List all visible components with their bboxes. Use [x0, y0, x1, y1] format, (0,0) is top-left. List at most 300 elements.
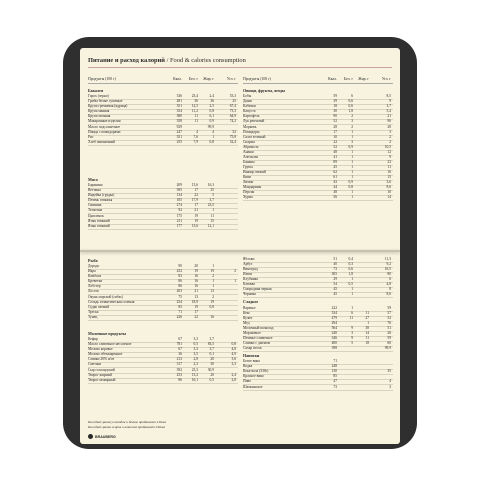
nutrition-value: 52 — [387, 315, 391, 320]
nutrition-value: 20 — [210, 372, 214, 377]
nutrition-value: 1 — [351, 277, 353, 282]
nutrition-value: 29 — [333, 277, 337, 282]
nutrition-value: 16,1 — [191, 377, 198, 382]
nutrition-value: 2 — [234, 269, 236, 274]
nutrition-value: 6 — [351, 310, 353, 315]
product-name: Мед — [243, 320, 250, 325]
table-row — [243, 385, 393, 391]
nutrition-value: 20 — [194, 264, 198, 269]
product-name: Крупа манная — [88, 109, 110, 114]
product-name: Масло подсолнечное — [88, 124, 121, 129]
nutrition-value: 2 — [212, 274, 214, 279]
nutrition-value: 47 — [333, 379, 337, 384]
section-heading: Рыба — [88, 258, 98, 263]
product-name: Икра — [88, 269, 96, 274]
nutrition-value: 26 — [387, 330, 391, 335]
nutrition-value: 9 — [351, 325, 353, 330]
nutrition-value: 336 — [176, 94, 182, 99]
product-name: Рис — [88, 134, 94, 139]
nutrition-value: 0,3 — [348, 262, 353, 267]
product-name: Дорадо — [88, 264, 100, 269]
product-name: Инжир свежий — [243, 169, 266, 174]
product-name: Варенье — [243, 305, 256, 310]
product-name: Абрикосы — [243, 144, 259, 149]
column-header: Бел. г — [343, 77, 353, 81]
section-heading: Мясо — [88, 177, 98, 182]
nutrition-value: 11 — [194, 119, 198, 124]
column-header: Ккал. — [328, 77, 337, 81]
nutrition-value: 1 — [351, 164, 353, 169]
nutrition-value: 3,7 — [209, 198, 214, 203]
table-row — [88, 140, 238, 146]
nutrition-value: 22 — [333, 139, 337, 144]
nutrition-value: 51 — [387, 325, 391, 330]
product-name: Крупа гречневая (ядрица) — [88, 104, 128, 109]
product-name: Окунь морской (сибас) — [88, 294, 124, 299]
product-name: Киви — [243, 175, 251, 179]
nutrition-value: 19 — [194, 218, 198, 223]
nutrition-value: 6 — [389, 277, 391, 282]
nutrition-value: 36 — [194, 99, 198, 104]
nutrition-value: 38 — [365, 325, 369, 330]
nutrition-value: 80 — [387, 272, 391, 277]
left-nutrition-column — [88, 76, 238, 421]
product-name: Макаронные изделия — [88, 119, 121, 124]
product-name: Клюква — [243, 282, 255, 287]
column-header: Угл. г — [381, 77, 391, 81]
nutrition-value: 5 — [351, 340, 353, 345]
nutrition-value: 334 — [331, 310, 337, 315]
product-name: Лук репчатый — [243, 119, 265, 124]
product-name: Горох (зерно) — [88, 94, 109, 99]
nutrition-value: 134 — [176, 193, 182, 198]
product-name: Сливки с джемом — [243, 340, 271, 345]
nutrition-value: 252 — [176, 269, 182, 274]
brand-logo-icon — [88, 434, 93, 439]
product-name: Бобы — [243, 94, 252, 99]
nutrition-value: 75,8 — [229, 134, 236, 139]
nutrition-value: 14 — [387, 195, 391, 200]
product-name: Хлеб пшеничный — [88, 139, 115, 144]
nutrition-value: 83 — [178, 274, 182, 279]
product-name: Кулич — [243, 315, 253, 320]
nutrition-value: 1 — [351, 134, 353, 139]
table-row — [88, 224, 238, 230]
nutrition-value: 52 — [333, 119, 337, 124]
nutrition-value: 1 — [212, 284, 214, 289]
product-name: Арбуз — [243, 262, 253, 267]
nutrition-value: 3 — [351, 330, 353, 335]
nutrition-value: 1,8 — [348, 109, 353, 114]
product-name: Мороженое — [243, 330, 261, 335]
nutrition-value: 400 — [331, 340, 337, 345]
nutrition-value: 67,4 — [229, 104, 236, 109]
nutrition-value: 3,3 — [231, 362, 236, 367]
product-name: Цыпленок — [88, 213, 104, 218]
nutrition-value: 305 — [331, 272, 337, 277]
product-name: Белое вино — [243, 359, 261, 364]
product-name: Тунец — [88, 314, 98, 319]
nutrition-value: 45 — [333, 287, 337, 292]
nutrition-value: 52 — [232, 129, 236, 134]
nutrition-value: 51 — [333, 257, 337, 261]
nutrition-value: 2 — [212, 294, 214, 299]
nutrition-value: 16 — [194, 284, 198, 289]
nutrition-value: 22 — [194, 314, 198, 319]
nutrition-value: 9,2 — [386, 262, 391, 267]
nutrition-value: 0,6 — [348, 267, 353, 272]
nutrition-value: 1 — [212, 208, 214, 213]
nutrition-value: 23,4 — [191, 94, 198, 99]
product-name: Персик — [243, 190, 255, 195]
nutrition-value: 45 — [333, 292, 337, 297]
nutrition-value: 59 — [333, 94, 337, 99]
nutrition-value: 9 — [351, 335, 353, 340]
nutrition-value: 3 — [351, 139, 353, 144]
nutrition-value: 64,9 — [229, 114, 236, 119]
nutrition-value: 0,8 — [231, 342, 236, 347]
nutrition-value: 90 — [178, 264, 182, 269]
nutrition-value: 11,2 — [191, 109, 198, 114]
nutrition-value: 0,9 — [348, 144, 353, 149]
nutrition-value: 564 — [331, 325, 337, 330]
product-name: Камбала — [88, 274, 102, 279]
product-name: Лосось — [88, 289, 99, 294]
nutrition-value: 1 — [351, 159, 353, 164]
nutrition-value: 44 — [333, 185, 337, 190]
nutrition-value: 2,8 — [231, 377, 236, 382]
nutrition-value: 12 — [387, 149, 391, 154]
nutrition-value: 16,3 — [207, 183, 214, 188]
nutrition-value: 13 — [210, 289, 214, 294]
nutrition-value: 59 — [387, 335, 391, 340]
nutrition-value: 15,6 — [191, 183, 198, 188]
product-name: Грибы белые сушеные — [88, 99, 123, 104]
product-name: Свинина — [88, 203, 102, 208]
nutrition-value: 73 — [333, 267, 337, 272]
nutrition-value: 3,6 — [231, 357, 236, 362]
nutrition-value: 30,9 — [207, 367, 214, 372]
nutrition-value: 7,9 — [193, 139, 198, 144]
nutrition-value: 17,9 — [191, 198, 198, 203]
product-name: Морковь — [243, 124, 257, 129]
nutrition-value: 73,3 — [229, 109, 236, 114]
product-name: Кока-кола (330г) — [243, 369, 269, 374]
nutrition-value: 16,5 — [384, 267, 391, 272]
section-heading: Молочные продукты — [88, 331, 127, 336]
product-name: Крупа овсяная — [88, 114, 111, 119]
section-heading: Бакалея — [88, 88, 104, 93]
nutrition-value: 0,6 — [348, 104, 353, 109]
nutrition-value: 0,8 — [209, 109, 214, 114]
nutrition-value: 247 — [176, 129, 182, 134]
page-title — [88, 57, 246, 64]
nutrition-value: 3,3 — [193, 347, 198, 352]
product-name: Дыни — [243, 99, 252, 104]
nutrition-value: 25 — [232, 99, 236, 104]
nutrition-value: 2,8 — [193, 357, 198, 362]
product-name: Телятина — [88, 208, 103, 213]
product-name: Индейка (грудка) — [88, 193, 115, 198]
nutrition-value: 1 — [351, 129, 353, 134]
nutrition-value: 89 — [333, 159, 337, 164]
product-name: Язык говяжий — [88, 218, 110, 223]
nutrition-value: 14 — [365, 330, 369, 335]
nutrition-value: 3 — [389, 384, 391, 389]
nutrition-value: 351 — [176, 104, 182, 109]
nutrition-value: 9 — [389, 154, 391, 159]
nutrition-value: 3,6 — [386, 180, 391, 185]
nutrition-value: 105 — [176, 198, 182, 203]
nutrition-value: 11 — [194, 114, 198, 119]
nutrition-value: 83,5 — [207, 342, 214, 347]
nutrition-value: 4 — [212, 129, 214, 134]
nutrition-value: 11 — [365, 335, 369, 340]
nutrition-value: 18 — [333, 104, 337, 109]
nutrition-value: 0,1 — [209, 352, 214, 357]
nutrition-value: 71 — [178, 309, 182, 314]
nutrition-value: 8,6 — [386, 292, 391, 297]
product-name: Пиво — [243, 379, 251, 384]
table-row — [243, 195, 393, 201]
nutrition-value: 2 — [389, 134, 391, 139]
nutrition-value: 3,7 — [386, 104, 391, 109]
product-name: Ветчина — [88, 188, 101, 193]
nutrition-value: 0,4 — [348, 257, 353, 261]
nutrition-value: 17 — [333, 129, 337, 134]
nutrition-value: 16 — [387, 169, 391, 174]
nutrition-value: 75 — [178, 294, 182, 299]
nutrition-value: 13 — [194, 294, 198, 299]
nutrition-value: 209 — [176, 183, 182, 188]
product-name: Сливки 20% и/ое — [88, 357, 115, 362]
nutrition-value: 0,5 — [209, 377, 214, 382]
nutrition-value: 177 — [176, 223, 182, 228]
nutrition-value: 203 — [176, 289, 182, 294]
nutrition-value: 248 — [331, 364, 337, 369]
nutrition-value: 2 — [351, 124, 353, 129]
nutrition-value: 59 — [387, 305, 391, 310]
nutrition-value: 11 — [349, 315, 353, 320]
nutrition-value: 35 — [387, 369, 391, 374]
table-row — [243, 346, 393, 352]
nutrition-value: 130 — [331, 369, 337, 374]
nutrition-value: 255 — [176, 139, 182, 144]
nutrition-value: 96 — [387, 119, 391, 124]
nutrition-value: 17 — [194, 203, 198, 208]
nutrition-value: 358 — [176, 119, 182, 124]
nutrition-value: 1 — [351, 154, 353, 159]
product-name: Ананас — [243, 149, 255, 154]
product-name: Креветки — [88, 279, 103, 284]
nutrition-value: 21 — [194, 208, 198, 213]
nutrition-value: 41 — [333, 154, 337, 159]
product-name: Масло сливочное несоленое — [88, 342, 132, 347]
nutrition-value: 92 — [178, 208, 182, 213]
nutrition-value: 53,3 — [229, 94, 236, 99]
note-line: Каждый грамм жиров и алкоголя прибавляет 9 Ккал — [88, 425, 166, 429]
product-name: Баранина — [88, 183, 103, 188]
nutrition-value: 1 — [351, 305, 353, 310]
product-name: Смородина черная — [243, 287, 272, 292]
nutrition-value: 67 — [178, 347, 182, 352]
nutrition-value: 21 — [387, 114, 391, 119]
nutrition-value: 4 — [389, 379, 391, 384]
nutrition-value: 4 — [196, 129, 198, 134]
nutrition-value: 4,8 — [231, 347, 236, 352]
product-name: Молоко обезжиренное — [88, 352, 123, 357]
nutrition-value: 1 — [212, 134, 214, 139]
nutrition-value: 17 — [194, 309, 198, 314]
nutrition-value: 9 — [389, 99, 391, 104]
nutrition-value: 8 — [389, 287, 391, 292]
product-name: Водка — [243, 364, 253, 369]
product-name: Салат зеленый — [243, 134, 266, 139]
nutrition-value: 86 — [178, 377, 182, 382]
nutrition-value: 35 — [210, 188, 214, 193]
nutrition-value: 354 — [176, 109, 182, 114]
nutrition-value: 86 — [178, 284, 182, 289]
nutrition-value: 2,5 — [209, 104, 214, 109]
product-name: Хурма — [243, 195, 253, 200]
nutrition-value: 2,4 — [209, 94, 214, 99]
product-name: Лобстер — [88, 284, 101, 289]
nutrition-value: 99,9 — [384, 346, 391, 350]
nutrition-value: 1 — [212, 279, 214, 284]
nutrition-value: 3,3 — [193, 337, 198, 342]
nutrition-value: 781 — [176, 342, 182, 347]
product-name: Сыр голландский — [88, 367, 115, 372]
nutrition-value: 1 — [234, 279, 236, 284]
nutrition-value: 0,9 — [348, 180, 353, 185]
product-name: Бананы — [243, 159, 255, 164]
nutrition-value: 74,2 — [229, 119, 236, 124]
nutrition-value: 36 — [178, 352, 182, 357]
nutrition-value: 16 — [210, 314, 214, 319]
nutrition-value: 19 — [194, 304, 198, 309]
nutrition-value: 5,4 — [386, 109, 391, 114]
nutrition-value: 28 — [387, 124, 391, 129]
nutrition-value: 40 — [333, 262, 337, 267]
column-header: Продукты (100 г) — [243, 77, 271, 81]
nutrition-value: 43 — [333, 180, 337, 185]
product-name: Лимон — [243, 180, 254, 185]
nutrition-value: 3 — [351, 119, 353, 124]
nutrition-value: 1 — [212, 264, 214, 269]
nutrition-value: 19 — [210, 269, 214, 274]
section-heading: Напитки — [243, 353, 260, 359]
product-name: Красное вино — [243, 374, 264, 379]
nutrition-value: 15 — [210, 218, 214, 223]
nutrition-value: 23 — [387, 159, 391, 164]
brand-name: BRAUBERG — [95, 434, 116, 439]
product-name: Судак свежий — [88, 304, 110, 309]
nutrition-value: 11 — [365, 310, 369, 315]
nutrition-value: 60 — [387, 340, 391, 345]
nutrition-value: 11,3 — [384, 257, 391, 261]
nutrition-value: 351 — [176, 134, 182, 139]
product-name: Кабачки — [243, 104, 256, 109]
nutrition-value: 6 — [351, 94, 353, 99]
nutrition-value: 17 — [194, 188, 198, 193]
nutrition-value: 86 — [178, 279, 182, 284]
title-main: Питание и расход калорий — [88, 57, 165, 64]
nutrition-value: 57 — [387, 310, 391, 315]
nutrition-value: 398 — [331, 346, 337, 350]
nutrition-value: 12,1 — [207, 223, 214, 228]
nutrition-value: 13,2 — [191, 372, 198, 377]
nutrition-value: 0,6 — [348, 99, 353, 104]
nutrition-value: 76 — [387, 320, 391, 325]
nutrition-value: 3 — [389, 129, 391, 134]
nutrition-value: 1 — [351, 292, 353, 297]
nutrition-value: 36 — [210, 99, 214, 104]
product-name: Сметана — [88, 362, 101, 367]
nutrition-value: 4,8 — [386, 282, 391, 287]
title-sub: / Food & calories consumption — [166, 57, 246, 64]
nutrition-value: 23,5 — [207, 203, 214, 208]
column-header: Жир. г — [358, 77, 369, 81]
nutrition-value: 3,5 — [193, 352, 198, 357]
nutrition-value: 18,9 — [191, 299, 198, 304]
nutrition-value: 5 — [212, 193, 214, 198]
nutrition-value: 12,5 — [191, 104, 198, 109]
nutrition-value: 211 — [176, 218, 182, 223]
column-header: Продукты (100 г) — [88, 77, 116, 81]
product-name: Картофель — [243, 114, 260, 119]
nutrition-value: 15 — [387, 175, 391, 179]
nutrition-value: 317 — [176, 362, 182, 367]
nutrition-value: 254 — [176, 299, 182, 304]
product-name: Мандарины — [243, 185, 262, 190]
nutrition-value: 54 — [333, 282, 337, 287]
nutrition-value: 294 — [331, 320, 337, 325]
product-name: Сахар песок — [243, 346, 262, 350]
nutrition-value: 274 — [176, 203, 182, 208]
nutrition-value: 0,8 — [209, 139, 214, 144]
nutrition-value: 1 — [367, 320, 369, 325]
nutrition-value: 39 — [333, 99, 337, 104]
column-header: Бел. г — [188, 77, 198, 81]
nutrition-value: 2,4 — [231, 372, 236, 377]
nutrition-value: 0,5 — [348, 282, 353, 287]
nutrition-value: 30 — [210, 362, 214, 367]
product-name: Шампанское — [243, 384, 263, 389]
nutrition-value: 21 — [194, 289, 198, 294]
right-nutrition-column — [243, 76, 393, 421]
nutrition-value: 0,5 — [193, 342, 198, 347]
nutrition-value: 1 — [351, 287, 353, 292]
nutrition-value: 3,7 — [209, 337, 214, 342]
nutrition-value: 30 — [333, 109, 337, 114]
nutrition-value: 61 — [333, 175, 337, 179]
nutrition-value: 19 — [210, 299, 214, 304]
nutrition-value: 2 — [351, 114, 353, 119]
nutrition-value: 10 — [387, 190, 391, 195]
nutrition-value: 479 — [331, 315, 337, 320]
nutrition-value: 380 — [176, 114, 182, 119]
table-header — [88, 76, 238, 84]
nutrition-value: 71 — [333, 359, 337, 364]
nutrition-value: 2 — [389, 139, 391, 144]
product-name: Капуста — [243, 109, 256, 114]
nutrition-value: 85 — [333, 374, 337, 379]
table-header — [243, 76, 393, 84]
product-name: Творог нежирный — [88, 377, 116, 382]
nutrition-value: 45 — [333, 164, 337, 169]
notes — [88, 420, 238, 430]
nutrition-value: 1 — [351, 190, 353, 195]
